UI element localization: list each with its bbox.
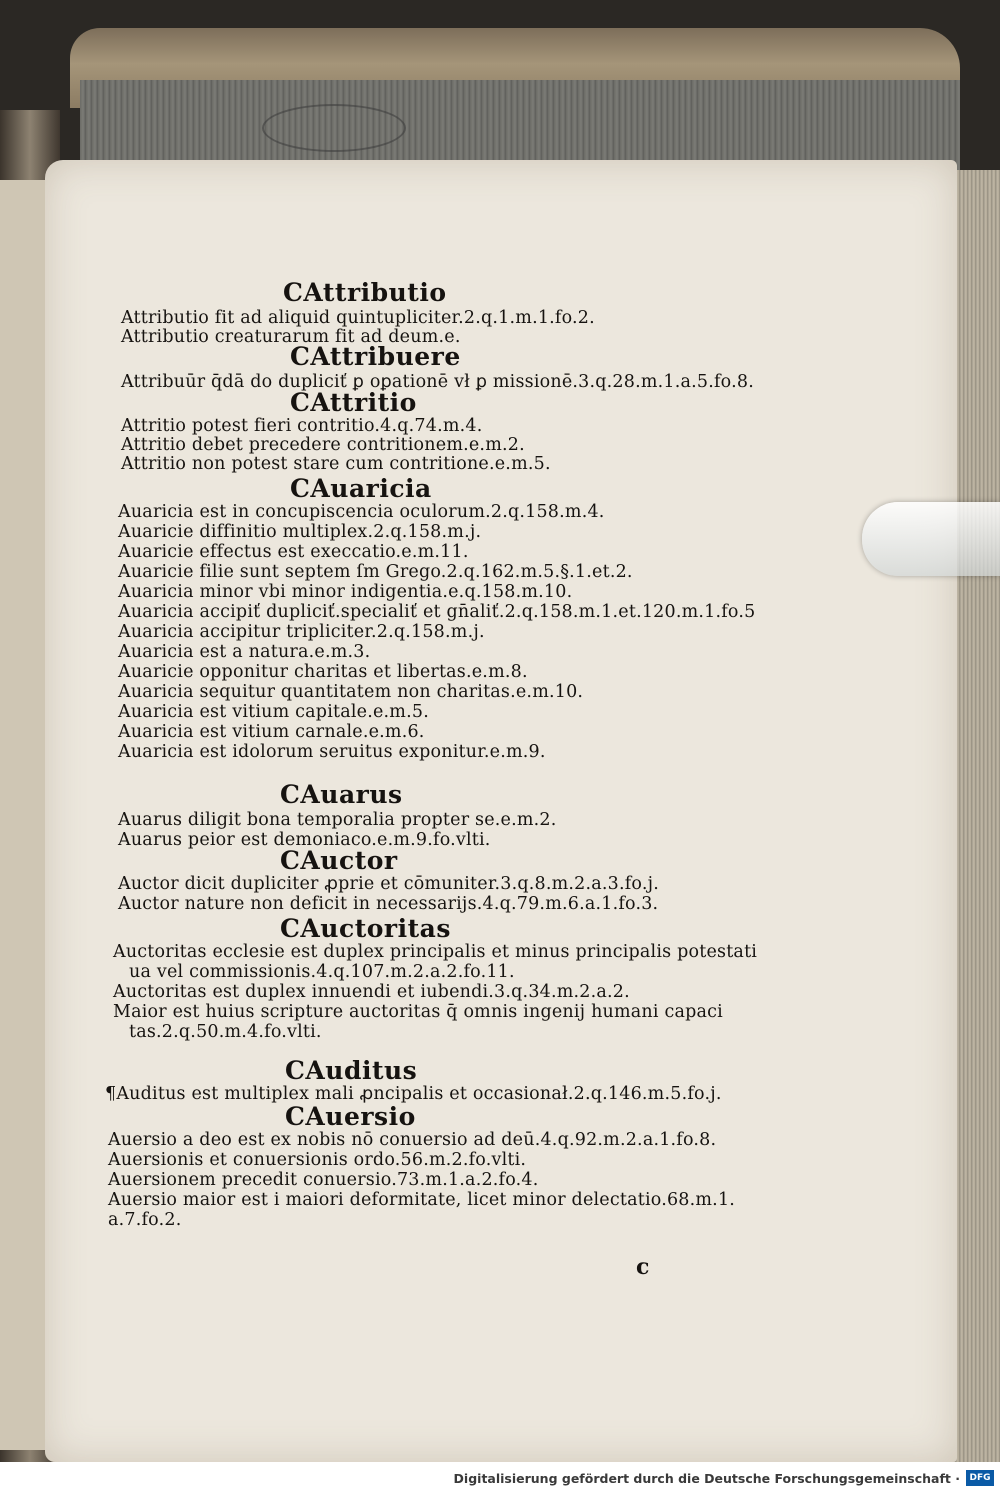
footer-bar (0, 1462, 1000, 1497)
entry-line: Auaricia accipiť dupliciť.specialiť et gn̄aliť.2.q.158.m.1.et.120.m.1.fo.5 (118, 602, 756, 622)
entry-line: Auaricia est vitium carnale.e.m.6. (118, 722, 425, 742)
entry-line: Auaricia est a natura.e.m.3. (118, 642, 371, 662)
entry-line: ¶Auditus est multiplex mali ꝓncipalis et occasionał.2.q.146.m.5.fo.j. (105, 1084, 722, 1104)
entry-line: Auctoritas ecclesie est duplex principalis et minus principalis potestati (113, 942, 758, 962)
entry-line: Auctor dicit dupliciter ꝓprie et cōmuniter.3.q.8.m.2.a.3.fo.j. (118, 874, 659, 894)
entry-line: tas.2.q.50.m.4.fo.vlti. (129, 1022, 322, 1042)
entry-heading: CAuctoritas (280, 914, 451, 943)
entry-heading: CAuersio (285, 1102, 416, 1131)
entry-line: Auaricia est idolorum seruitus exponitur.e.m.9. (118, 742, 546, 762)
entry-line: Attribuūr q̄dā do dupliciť ꝑ oꝑationē vł ꝑ missionē.3.q.28.m.1.a.5.fo.8. (121, 372, 754, 392)
entry-line: Auaricia est vitium capitale.e.m.5. (118, 702, 429, 722)
entry-line: Attritio non potest stare cum contritione.e.m.5. (121, 454, 551, 474)
entry-line: Attritio potest fieri contritio.4.q.74.m.4. (121, 416, 483, 436)
entry-line: Auersionem precedit conuersio.73.m.1.a.2.fo.4. (108, 1170, 539, 1190)
entry-line: Attributio fit ad aliquid quintupliciter.2.q.1.m.1.fo.2. (121, 308, 595, 328)
entry-line: Auersio maior est i maiori deformitate, licet minor delectatio.68.m.1. (108, 1190, 736, 1210)
entry-heading: CAuditus (285, 1056, 418, 1085)
entry-line: Attritio debet precedere contritionem.e.m.2. (121, 435, 525, 455)
entry-line: Maior est huius scripture auctoritas q̄ omnis ingenij humani capaci (113, 1002, 723, 1022)
entry-heading: CAuctor (280, 846, 398, 875)
entry-line: Auarus peior est demoniaco.e.m.9.fo.vlti. (118, 830, 491, 850)
page-tab-marker (862, 502, 1000, 576)
entry-line: Auersionis et conuersionis ordo.56.m.2.fo.vlti. (108, 1150, 527, 1170)
dfg-logo: DFG (966, 1470, 994, 1486)
entry-line: Auaricia est in concupiscencia oculorum.2.q.158.m.4. (118, 502, 605, 522)
entry-line: Auaricia sequitur quantitatem non charitas.e.m.10. (118, 682, 584, 702)
entry-heading: CAttritio (290, 388, 417, 417)
entry-line: Auaricie opponitur charitas et libertas.e.m.8. (118, 662, 528, 682)
facing-page-edge (0, 180, 50, 1450)
entry-line: Auarus diligit bona temporalia propter se.e.m.2. (118, 810, 557, 830)
entry-line: Auaricie filie sunt septem ſm Grego.2.q.162.m.5.§.1.et.2. (118, 562, 633, 582)
entry-heading: CAuaricia (290, 474, 432, 503)
entry-heading: CAuarus (280, 780, 403, 809)
entry-line: ua vel commissionis.4.q.107.m.2.a.2.fo.11. (129, 962, 515, 982)
entry-line: a.7.fo.2. (108, 1210, 182, 1230)
entry-line: Auaricie diffinitio multiplex.2.q.158.m.j. (118, 522, 482, 542)
funding-credit: Digitalisierung gefördert durch die Deutsche Forschungsgemeinschaft · (453, 1471, 960, 1486)
entry-line: Attributio creaturarum fit ad deum.e. (121, 327, 461, 347)
entry-line: Auaricia accipitur tripliciter.2.q.158.m.j. (118, 622, 485, 642)
signature-mark: c (636, 1254, 650, 1280)
entry-line: Auersio a deo est ex nobis nō conuersio ad deū.4.q.92.m.2.a.1.fo.8. (108, 1130, 717, 1150)
entry-line: Auaricia minor vbi minor indigentia.e.q.158.m.10. (118, 582, 573, 602)
entry-line: Auaricie effectus est execcatio.e.m.11. (118, 542, 469, 562)
entry-heading: CAttributio (283, 278, 447, 307)
library-stamp (262, 104, 406, 152)
entry-line: Auctor nature non deficit in necessarijs.4.q.79.m.6.a.1.fo.3. (118, 894, 659, 914)
entry-heading: CAttribuere (290, 342, 461, 371)
entry-line: Auctoritas est duplex innuendi et iubendi.3.q.34.m.2.a.2. (113, 982, 630, 1002)
